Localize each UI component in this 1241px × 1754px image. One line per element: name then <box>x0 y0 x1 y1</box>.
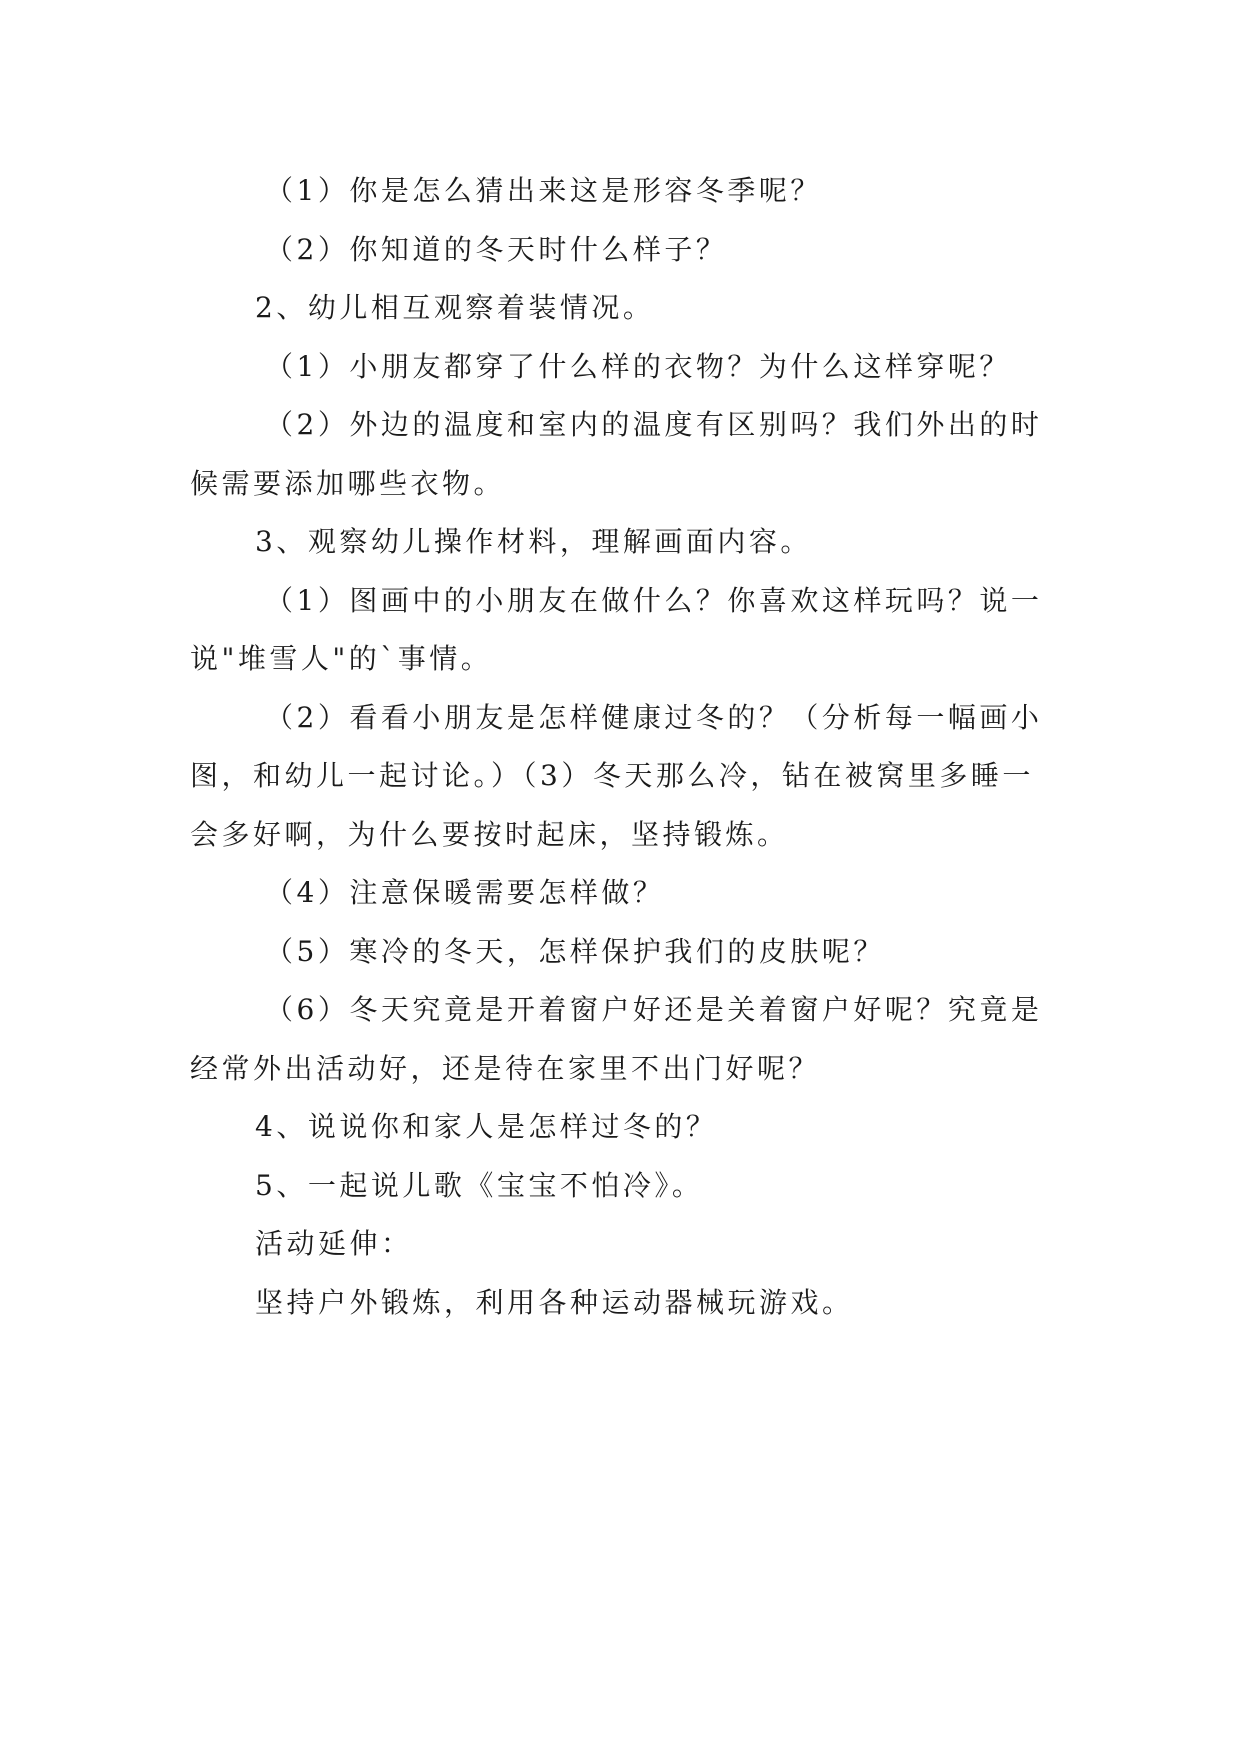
extension-heading: 活动延伸： <box>255 1227 413 1260</box>
paragraph-step-3: 3、观察幼儿操作材料，理解画面内容。 <box>255 525 812 558</box>
paragraph-question-3-4: （4）注意保暖需要怎样做？ <box>265 876 665 909</box>
extension-body: 坚持户外锻炼，利用各种运动器械玩游戏。 <box>255 1285 854 1319</box>
paragraph-question-3-5: （5）寒冷的冬天，怎样保护我们的皮肤呢？ <box>265 934 885 968</box>
paragraph-question-2-1: （1）小朋友都穿了什么样的衣物？为什么这样穿呢？ <box>265 349 1011 383</box>
paragraph-question-3-6: （6）冬天究竟是开着窗户好还是关着窗户好呢？究竟是经常外出活动好，还是待在家里不出门好呢？ <box>190 993 1043 1085</box>
paragraph-question-1-1: （1）你是怎么猜出来这是形容冬季呢？ <box>265 174 822 207</box>
document-body <box>190 162 1060 1332</box>
paragraph-question-3-2: （2）看看小朋友是怎样健康过冬的？（分析每一幅画小图，和幼儿一起讨论。）（3）冬天那么冷，钻在被窝里多睡一会多好啊，为什么要按时起床，坚持锻炼。 <box>190 700 1043 851</box>
paragraph-question-2-2: （2）外边的温度和室内的温度有区别吗？我们外出的时候需要添加哪些衣物。 <box>190 408 1043 500</box>
paragraph-question-1-2: （2）你知道的冬天时什么样子？ <box>265 232 728 266</box>
paragraph-step-2: 2、幼儿相互观察着装情况。 <box>255 291 655 324</box>
paragraph-step-4: 4、说说你和家人是怎样过冬的？ <box>255 1110 718 1143</box>
paragraph-step-5: 5、一起说儿歌《宝宝不怕冷》。 <box>255 1168 704 1202</box>
paragraph-question-3-1: （1）图画中的小朋友在做什么？你喜欢这样玩吗？说一说"堆雪人"的`事情。 <box>190 583 1043 675</box>
